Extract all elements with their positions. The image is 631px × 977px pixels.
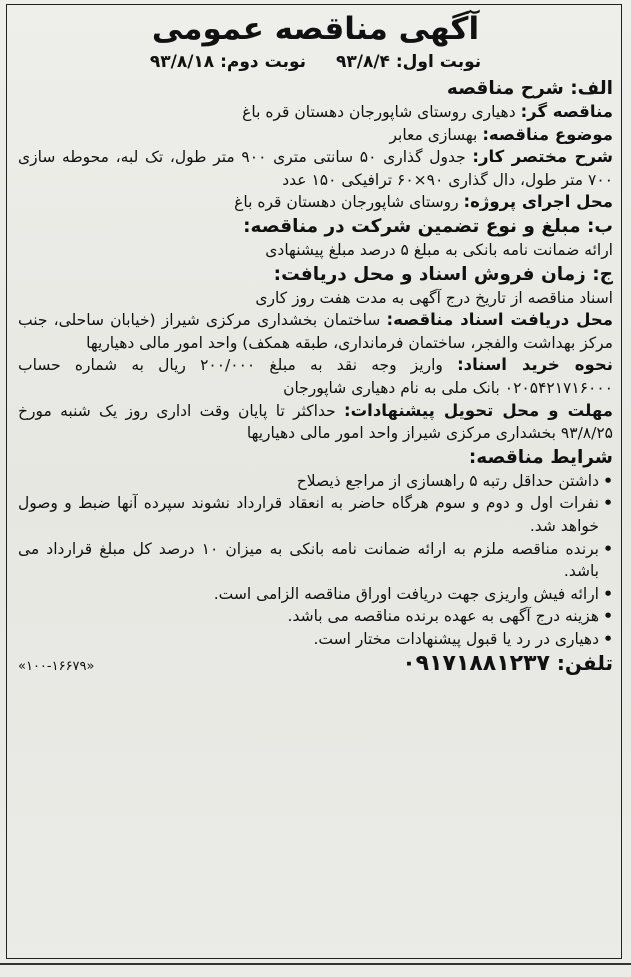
receive-label: محل دریافت اسناد مناقصه: <box>386 310 613 330</box>
deadline-value: حداکثر تا پایان وقت اداری روز یک شنبه مورخ ۹۳/۸/۲۵ بخشداری مرکزی شیراز واحد امور مالی دهیاریها <box>18 401 613 443</box>
location-line <box>18 191 613 214</box>
deadline-label: مهلت و محل تحویل پیشنهادات: <box>343 400 613 420</box>
tender-advertisement <box>18 8 613 679</box>
receive-line <box>18 309 613 354</box>
publication-dates <box>18 50 613 74</box>
tenderer-value: دهیاری روستای شاپورجان دهستان قره باغ <box>242 103 516 121</box>
conditions-heading: شرایط مناقصه: <box>468 446 613 468</box>
deadline-line <box>18 400 613 445</box>
purchase-value: واریز وجه نقد به مبلغ ۲۰۰/۰۰۰ ریال به شماره حساب ۰۲۰۵۴۲۱۷۱۶۰۰۰ بانک ملی به نام دهیاری شاپورجان <box>18 356 613 397</box>
phone-line <box>402 652 613 676</box>
section-a-heading: الف: شرح مناقصه <box>446 78 613 99</box>
location-value: روستای شاپورجان دهستان قره باغ <box>234 193 459 212</box>
summary-value: جدول گذاری ۵۰ سانتی متری ۹۰۰ متر طول، تک لبه، محوطه سازی ۷۰۰ متر طول، دال گذاری ۹۰×۶۰ ترافیکی ۱۵۰ عدد <box>18 148 613 189</box>
conditions-list <box>18 470 613 651</box>
ad-code: «۱۰۰-۱۶۶۷۹» <box>18 659 95 675</box>
purchase-label: نحوه خرید اسناد: <box>457 355 613 375</box>
condition-item: • ارائه فیش واریزی جهت دریافت اوراق مناقصه الزامی است. <box>18 583 613 606</box>
phone-number: ۰۹۱۷۱۸۸۱۲۳۷ <box>402 651 550 677</box>
tenderer-line <box>18 101 613 124</box>
location-label: محل اجرای پروژه: <box>463 192 613 212</box>
footer-row <box>18 652 613 679</box>
summary-label: شرح مختصر کار: <box>472 147 614 167</box>
condition-item: • برنده مناقصه ملزم به ارائه ضمانت نامه بانکی به میزان ۱۰ درصد کل مبلغ قرارداد می باشد. <box>18 538 613 583</box>
phone-label: تلفن: <box>556 651 613 676</box>
subject-label: موضوع مناقصه: <box>482 124 613 144</box>
second-publication: نوبت دوم: ۹۳/۸/۱۸ <box>149 52 306 72</box>
summary-line <box>18 146 613 191</box>
first-publication: نوبت اول: ۹۳/۸/۴ <box>336 52 482 72</box>
section-b-heading: ب: مبلغ و نوع تضمین شرکت در مناقصه: <box>243 215 613 237</box>
condition-item: • دهیاری در رد یا قبول پیشنهادات مختار است. <box>18 628 613 651</box>
condition-item: • داشتن حداقل رتبه ۵ راهسازی از مراجع ذیصلاح <box>18 470 613 493</box>
subject-line <box>18 124 613 147</box>
purchase-line <box>18 354 613 399</box>
condition-item: • نفرات اول و دوم و سوم هرگاه حاضر به انعقاد قرارداد نشوند سپرده آنها ضبط و وصول خواهد شد. <box>18 492 613 537</box>
subject-value: بهسازی معابر <box>389 125 478 144</box>
bottom-divider <box>0 963 631 965</box>
receive-value: ساختمان بخشداری مرکزی شیراز (خیابان ساحلی، جنب مرکز بهداشت والفجر، ساختمان فرمانداری، طبقه همکف) واحد امور مالی دهیاریها <box>18 311 613 352</box>
tenderer-label: مناقصه گر: <box>520 102 613 121</box>
section-c-heading: ج: زمان فروش اسناد و محل دریافت: <box>273 263 613 285</box>
sale-period-text: اسناد مناقصه از تاریخ درج آگهی به مدت هفت روز کاری <box>255 288 613 307</box>
ad-title: آگهی مناقصه عمومی <box>151 11 480 47</box>
guarantee-text: ارائه ضمانت نامه بانکی به مبلغ ۵ درصد مبلغ پیشنهادی <box>265 240 613 259</box>
condition-item: • هزینه درج آگهی به عهده برنده مناقصه می باشد. <box>18 605 613 628</box>
